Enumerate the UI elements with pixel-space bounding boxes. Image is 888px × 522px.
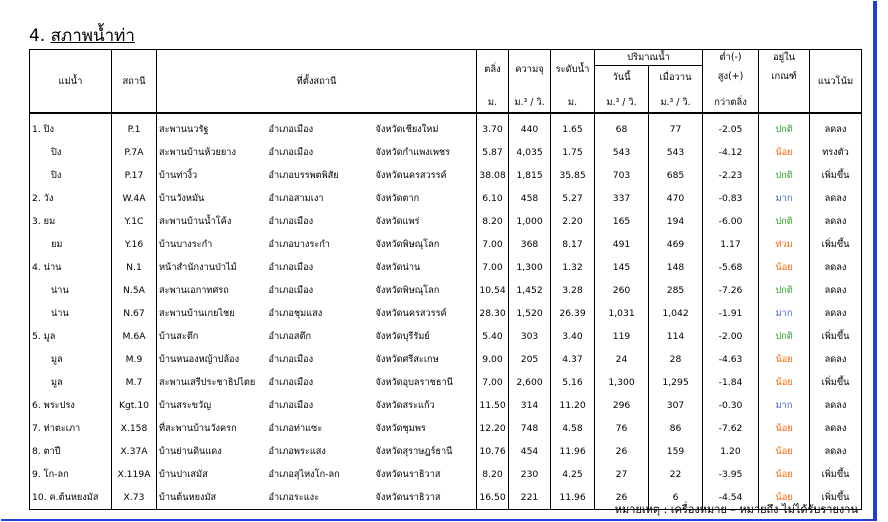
site-cell: สะพานบ้านห้วยยาง <box>157 141 267 164</box>
trend-cell: ลดลง <box>810 440 862 463</box>
trend-cell: ลดลง <box>810 302 862 325</box>
level-cell: 1.65 <box>551 113 595 141</box>
diff-cell: -4.12 <box>703 141 759 164</box>
bank-cell: 9.00 <box>477 348 509 371</box>
header-diff-line2: สูง(+) <box>703 66 759 89</box>
level-cell: 1.75 <box>551 141 595 164</box>
today-cell: 24 <box>595 348 649 371</box>
province-cell: จังหวัดศรีสะเกษ <box>375 354 439 365</box>
diff-cell: -7.26 <box>703 279 759 302</box>
table-row <box>30 371 862 394</box>
table-row <box>30 164 862 187</box>
level-cell: 3.28 <box>551 279 595 302</box>
capacity-cell: 1,452 <box>509 279 551 302</box>
province-cell: จังหวัดอุบลราชธานี <box>375 377 453 388</box>
river-cell: ยม <box>30 233 112 256</box>
diff-cell: -2.00 <box>703 325 759 348</box>
capacity-cell: 230 <box>509 463 551 486</box>
bank-cell: 7.00 <box>477 233 509 256</box>
header-flow-group: ปริมาณน้ำ <box>595 50 703 66</box>
level-cell: 26.39 <box>551 302 595 325</box>
diff-cell: -4.54 <box>703 486 759 510</box>
province-cell: จังหวัดเชียงใหม่ <box>375 124 439 135</box>
district-cell: อำเภอเมือง <box>268 377 314 388</box>
river-cell: 1. ปิง <box>30 113 112 141</box>
capacity-cell: 454 <box>509 440 551 463</box>
status-cell: น้อย <box>759 141 810 164</box>
header-capacity: ความจุ <box>509 50 551 89</box>
header-diff-line3: กว่าตลิ่ง <box>703 88 759 113</box>
diff-cell: -1.91 <box>703 302 759 325</box>
capacity-cell: 4,035 <box>509 141 551 164</box>
diff-cell: -5.68 <box>703 256 759 279</box>
today-cell: 165 <box>595 210 649 233</box>
capacity-cell: 1,815 <box>509 164 551 187</box>
diff-cell: -3.95 <box>703 463 759 486</box>
table-row <box>30 302 862 325</box>
header-bank-unit: ม. <box>477 88 509 113</box>
bank-cell: 3.70 <box>477 113 509 141</box>
district-cell: อำเภอเมือง <box>268 147 314 158</box>
river-cell: 6. พระปรง <box>30 394 112 417</box>
bank-cell: 7.00 <box>477 371 509 394</box>
level-cell: 11.96 <box>551 440 595 463</box>
river-cell: 2. วัง <box>30 187 112 210</box>
today-cell: 76 <box>595 417 649 440</box>
station-cell: Kgt.10 <box>112 394 157 417</box>
trend-cell: เพิ่มขึ้น <box>810 371 862 394</box>
table-row <box>30 348 862 371</box>
bank-cell: 12.20 <box>477 417 509 440</box>
today-cell: 26 <box>595 486 649 510</box>
station-cell: N.67 <box>112 302 157 325</box>
table-row <box>30 440 862 463</box>
level-cell: 5.16 <box>551 371 595 394</box>
district-cell: อำเภอบางระกำ <box>268 239 330 250</box>
bank-cell: 10.54 <box>477 279 509 302</box>
station-cell: X.37A <box>112 440 157 463</box>
header-yesterday-unit: ม.³ / วิ. <box>649 88 703 113</box>
river-cell: 8. ตาปี <box>30 440 112 463</box>
province-cell: จังหวัดนราธิวาส <box>374 486 477 510</box>
district-cell: อำเภอท่าแซะ <box>268 423 323 434</box>
status-cell: ปกติ <box>759 279 810 302</box>
trend-cell: ลดลง <box>810 187 862 210</box>
station-cell: X.119A <box>112 463 157 486</box>
river-cell: 10. ค.ต้นหยงมัส <box>30 486 112 510</box>
district-cell: อำเภอสตึก <box>268 331 312 342</box>
station-cell: P.7A <box>112 141 157 164</box>
trend-cell: ลดลง <box>810 256 862 279</box>
capacity-cell: 748 <box>509 417 551 440</box>
bank-cell: 6.10 <box>477 187 509 210</box>
capacity-cell: 205 <box>509 348 551 371</box>
province-cell: จังหวัดตาก <box>375 193 420 204</box>
district-cell: อำเภอสามเงา <box>268 193 324 204</box>
table-row <box>30 141 862 164</box>
station-cell: M.6A <box>112 325 157 348</box>
footnote: หมายเหตุ : เครื่องหมาย – หมายถึง ไม่ได้รับรายงาน <box>614 503 858 516</box>
district-cell: อำเภอชุมแสง <box>268 308 323 319</box>
yesterday-cell: 28 <box>649 348 703 371</box>
header-today: วันนี้ <box>595 66 649 89</box>
station-cell: P.17 <box>112 164 157 187</box>
diff-cell: -4.63 <box>703 348 759 371</box>
status-cell: น้อย <box>759 417 810 440</box>
header-criteria-blank <box>759 88 810 113</box>
today-cell: 26 <box>595 440 649 463</box>
yesterday-cell: 1,295 <box>649 371 703 394</box>
level-cell: 11.20 <box>551 394 595 417</box>
level-cell: 3.40 <box>551 325 595 348</box>
river-cell: น่าน <box>30 302 112 325</box>
river-cell: น่าน <box>30 279 112 302</box>
bank-cell: 11.50 <box>477 394 509 417</box>
trend-cell: เพิ่มขึ้น <box>810 325 862 348</box>
status-cell: ปกติ <box>759 325 810 348</box>
river-cell: 3. ยม <box>30 210 112 233</box>
bank-cell: 5.87 <box>477 141 509 164</box>
bank-cell: 8.20 <box>477 210 509 233</box>
status-cell: ปกติ <box>759 210 810 233</box>
site-cell: สะพานเอกาทศรถ <box>157 279 267 302</box>
district-cell: อำเภอระแงะ <box>267 486 374 510</box>
diff-cell: -2.05 <box>703 113 759 141</box>
province-cell: จังหวัดนราธิวาส <box>375 469 441 480</box>
river-cell: 4. น่าน <box>30 256 112 279</box>
header-yesterday: เมื่อวาน <box>649 66 703 89</box>
capacity-cell: 458 <box>509 187 551 210</box>
diff-cell: -7.62 <box>703 417 759 440</box>
site-cell: สะพานบ้านเกยไชย <box>157 302 267 325</box>
district-cell: อำเภอพระแสง <box>268 446 326 457</box>
station-cell: X.73 <box>112 486 157 510</box>
station-cell: N.1 <box>112 256 157 279</box>
today-cell: 68 <box>595 113 649 141</box>
yesterday-cell: 307 <box>649 394 703 417</box>
district-cell: อำเภอเมือง <box>268 400 314 411</box>
site-cell: หน้าสำนักงานป่าไม้ <box>157 256 267 279</box>
site-cell: สะพานนวรัฐ <box>157 113 267 141</box>
station-cell: X.158 <box>112 417 157 440</box>
table-row <box>30 394 862 417</box>
bank-cell: 16.50 <box>477 486 509 510</box>
site-cell: บ้านบางระกำ <box>157 233 267 256</box>
river-cell: 9. โก-ลก <box>30 463 112 486</box>
trend-cell: ลดลง <box>810 394 862 417</box>
header-river: แม่น้ำ <box>30 50 112 114</box>
today-cell: 119 <box>595 325 649 348</box>
header-station: สถานี <box>112 50 157 114</box>
status-cell: ปกติ <box>759 113 810 141</box>
status-cell: มาก <box>759 187 810 210</box>
table-body <box>30 113 862 510</box>
today-cell: 27 <box>595 463 649 486</box>
yesterday-cell: 86 <box>649 417 703 440</box>
trend-cell: เพิ่มขึ้น <box>810 463 862 486</box>
trend-cell: ลดลง <box>810 113 862 141</box>
table-row <box>30 256 862 279</box>
yesterday-cell: 77 <box>649 113 703 141</box>
table-row <box>30 210 862 233</box>
province-cell: จังหวัดนครสวรรค์ <box>375 308 447 319</box>
district-cell: อำเภอบรรพตพิสัย <box>268 170 339 181</box>
station-cell: N.5A <box>112 279 157 302</box>
yesterday-cell: 22 <box>649 463 703 486</box>
yesterday-cell: 194 <box>649 210 703 233</box>
header-criteria-line2: เกณฑ์ <box>759 66 810 89</box>
district-cell: อำเภอเมือง <box>268 124 314 135</box>
bank-cell: 5.40 <box>477 325 509 348</box>
site-cell: บ้านท่างิ้ว <box>157 164 267 187</box>
site-cell: บ้านปาเสมัส <box>157 463 267 486</box>
capacity-cell: 2,600 <box>509 371 551 394</box>
river-cell: มูล <box>30 371 112 394</box>
site-cell: บ้านสะตึก <box>157 325 267 348</box>
district-cell: อำเภอเมือง <box>268 285 314 296</box>
capacity-cell: 314 <box>509 394 551 417</box>
level-cell: 8.17 <box>551 233 595 256</box>
river-cell: 7. ท่าตะเภา <box>30 417 112 440</box>
site-cell: บ้านหนองหญ้าปล้อง <box>157 348 267 371</box>
yesterday-cell: 285 <box>649 279 703 302</box>
station-cell: M.7 <box>112 371 157 394</box>
level-cell: 2.20 <box>551 210 595 233</box>
river-cell: ปิง <box>30 141 112 164</box>
bank-cell: 38.08 <box>477 164 509 187</box>
today-cell: 337 <box>595 187 649 210</box>
table-row <box>30 325 862 348</box>
site-cell: บ้านต้นหยงมัส <box>157 486 267 510</box>
site-cell: บ้านสระขวัญ <box>157 394 267 417</box>
yesterday-cell: 685 <box>649 164 703 187</box>
district-cell: อำเภอเมือง <box>268 216 314 227</box>
site-cell: บ้านย่านดินแดง <box>157 440 267 463</box>
site-cell: สะพานเสรีประชาธิปไตย <box>157 371 267 394</box>
status-cell: มาก <box>759 302 810 325</box>
trend-cell: ลดลง <box>810 348 862 371</box>
yesterday-cell: 6 <box>649 486 703 510</box>
section-title: สภาพน้ำท่า <box>50 26 135 46</box>
bank-cell: 7.00 <box>477 256 509 279</box>
level-cell: 4.37 <box>551 348 595 371</box>
level-cell: 4.58 <box>551 417 595 440</box>
header-capacity-unit: ม.³ / วิ. <box>509 88 551 113</box>
today-cell: 145 <box>595 256 649 279</box>
river-cell: 5. มูล <box>30 325 112 348</box>
province-cell: จังหวัดนครสวรรค์ <box>375 170 447 181</box>
capacity-cell: 1,000 <box>509 210 551 233</box>
province-cell: จังหวัดน่าน <box>375 262 421 273</box>
diff-cell: -2.23 <box>703 164 759 187</box>
yesterday-cell: 469 <box>649 233 703 256</box>
diff-cell: -6.00 <box>703 210 759 233</box>
table-row <box>30 279 862 302</box>
today-cell: 543 <box>595 141 649 164</box>
province-cell: จังหวัดสระแก้ว <box>375 400 435 411</box>
bank-cell: 8.20 <box>477 463 509 486</box>
yesterday-cell: 1,042 <box>649 302 703 325</box>
province-cell: จังหวัดพิษณุโลก <box>375 285 440 296</box>
table-row <box>30 187 862 210</box>
station-cell: W.4A <box>112 187 157 210</box>
diff-cell: 1.17 <box>703 233 759 256</box>
section-number: 4. <box>29 26 46 46</box>
trend-cell: เพิ่มขึ้น <box>810 486 862 510</box>
station-cell: Y.16 <box>112 233 157 256</box>
status-cell: น้อย <box>759 348 810 371</box>
header-level-unit: ม. <box>551 88 595 113</box>
province-cell: จังหวัดชุมพร <box>375 423 426 434</box>
trend-cell: ลดลง <box>810 210 862 233</box>
today-cell: 703 <box>595 164 649 187</box>
status-cell: น้อย <box>759 256 810 279</box>
status-cell: มาก <box>759 394 810 417</box>
station-cell: P.1 <box>112 113 157 141</box>
bank-cell: 28.30 <box>477 302 509 325</box>
yesterday-cell: 114 <box>649 325 703 348</box>
site-cell: ที่สะพานบ้านวังครก <box>157 417 267 440</box>
yesterday-cell: 470 <box>649 187 703 210</box>
status-cell: น้อย <box>759 486 810 510</box>
river-cell: มูล <box>30 348 112 371</box>
header-location: ที่ตั้งสถานี <box>157 50 477 114</box>
province-cell: จังหวัดแพร่ <box>375 216 420 227</box>
trend-cell: ลดลง <box>810 279 862 302</box>
status-cell: น้อย <box>759 440 810 463</box>
province-cell: จังหวัดบุรีรัมย์ <box>375 331 430 342</box>
capacity-cell: 303 <box>509 325 551 348</box>
diff-cell: 1.20 <box>703 440 759 463</box>
province-cell: จังหวัดพิษณุโลก <box>375 239 440 250</box>
status-cell: น้อย <box>759 371 810 394</box>
site-cell: สะพานบ้านน้ำโค้ง <box>157 210 267 233</box>
trend-cell: เพิ่มขึ้น <box>810 233 862 256</box>
today-cell: 1,031 <box>595 302 649 325</box>
trend-cell: ทรงตัว <box>810 141 862 164</box>
header-criteria-line1: อยู่ใน <box>759 50 810 66</box>
province-cell: จังหวัดกำแพงเพชร <box>375 147 451 158</box>
bank-cell: 10.76 <box>477 440 509 463</box>
capacity-cell: 368 <box>509 233 551 256</box>
water-condition-table <box>29 49 862 510</box>
diff-cell: -1.84 <box>703 371 759 394</box>
province-cell: จังหวัดสุราษฎร์ธานี <box>375 446 453 457</box>
capacity-cell: 1,300 <box>509 256 551 279</box>
diff-cell: -0.30 <box>703 394 759 417</box>
level-cell: 4.25 <box>551 463 595 486</box>
table-header <box>30 50 862 114</box>
level-cell: 35.85 <box>551 164 595 187</box>
diff-cell: -0.83 <box>703 187 759 210</box>
yesterday-cell: 543 <box>649 141 703 164</box>
station-cell: M.9 <box>112 348 157 371</box>
today-cell: 260 <box>595 279 649 302</box>
today-cell: 1,300 <box>595 371 649 394</box>
site-cell: บ้านวังหมัน <box>157 187 267 210</box>
capacity-cell: 221 <box>509 486 551 510</box>
station-cell: Y.1C <box>112 210 157 233</box>
section-heading <box>29 22 135 49</box>
yesterday-cell: 148 <box>649 256 703 279</box>
river-cell: ปิง <box>30 164 112 187</box>
capacity-cell: 440 <box>509 113 551 141</box>
header-today-unit: ม.³ / วิ. <box>595 88 649 113</box>
header-bank: ตลิ่ง <box>477 50 509 89</box>
level-cell: 5.27 <box>551 187 595 210</box>
status-cell: ท่วม <box>759 233 810 256</box>
today-cell: 491 <box>595 233 649 256</box>
today-cell: 296 <box>595 394 649 417</box>
trend-cell: เพิ่มขึ้น <box>810 164 862 187</box>
district-cell: อำเภอสุไหงโก-ลก <box>268 469 340 480</box>
district-cell: อำเภอเมือง <box>268 354 314 365</box>
trend-cell: ลดลง <box>810 417 862 440</box>
header-level: ระดับน้ำ <box>551 50 595 89</box>
header-trend: แนวโน้ม <box>810 50 862 114</box>
level-cell: 11.96 <box>551 486 595 510</box>
table-row <box>30 113 862 141</box>
capacity-cell: 1,520 <box>509 302 551 325</box>
status-cell: น้อย <box>759 463 810 486</box>
table-row <box>30 233 862 256</box>
status-cell: ปกติ <box>759 164 810 187</box>
table-row <box>30 463 862 486</box>
yesterday-cell: 159 <box>649 440 703 463</box>
level-cell: 1.32 <box>551 256 595 279</box>
district-cell: อำเภอเมือง <box>268 262 314 273</box>
table-row <box>30 417 862 440</box>
header-diff-line1: ต่ำ(-) <box>703 50 759 66</box>
